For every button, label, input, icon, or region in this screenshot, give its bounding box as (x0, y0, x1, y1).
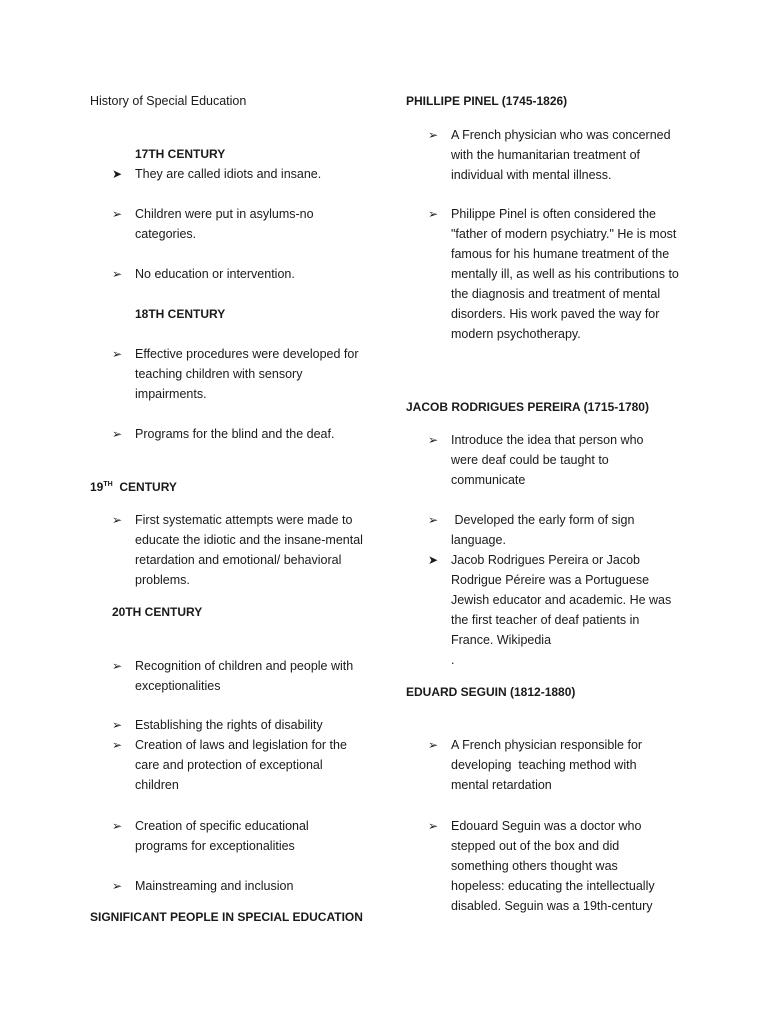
list-item (112, 735, 362, 795)
arrow-bullet-icon: ➢ (112, 819, 123, 833)
heading-phillipe-pinel: PHILLIPE PINEL (1745-1826) (406, 94, 568, 108)
list-item-text: No education or intervention. (135, 267, 295, 281)
arrow-bullet-icon: ➢ (428, 128, 439, 142)
arrow-bullet-icon: ➤ (112, 167, 123, 181)
heading-significant-people: SIGNIFICANT PEOPLE IN SPECIAL EDUCATION (90, 910, 363, 924)
list-item-text: Mainstreaming and inclusion (135, 879, 294, 893)
list-item (112, 656, 372, 696)
list-item-text: Jacob Rodrigues Pereira or Jacob Rodrigue Péreire was a Portuguese Jewish educator and academic. He was the first teacher of deaf patients in France. Wikipedia (451, 553, 672, 647)
list-item (112, 715, 372, 735)
list-item-text: Children were put in asylums-no categories. (135, 207, 314, 241)
heading-19th-century: 19TH CENTURY (90, 480, 177, 494)
heading-20th-century: 20TH CENTURY (112, 605, 203, 619)
list-item (428, 430, 673, 490)
list-item (112, 510, 364, 590)
list-item (428, 735, 668, 795)
heading-jacob-rodrigues-pereira: JACOB RODRIGUES PEREIRA (1715-1780) (406, 400, 649, 414)
list-item (428, 816, 673, 916)
arrow-bullet-icon: ➢ (112, 513, 123, 527)
list-item-text: They are called idiots and insane. (135, 167, 322, 181)
arrow-bullet-icon: ➢ (112, 879, 123, 893)
list-item-text: Introduce the idea that person who were deaf could be taught to communicate (451, 433, 644, 487)
list-item-text: Philippe Pinel is often considered the "father of modern psychiatry." He is most famous for his humane treatment of the mentally ill, as well as his contributions to the diagnosis and treatment of mental disorders. His work paved the way for modern psychotherapy. (451, 207, 679, 341)
arrow-bullet-icon: ➢ (112, 427, 123, 441)
list-item (112, 344, 372, 404)
list-item (112, 424, 372, 444)
list-item-text: Recognition of children and people with exceptionalities (135, 659, 354, 693)
list-item (428, 550, 676, 650)
arrow-bullet-icon: ➢ (112, 718, 123, 732)
list-item-text: Edouard Seguin was a doctor who stepped out of the box and did something others thought was hopeless: educating the intellectually disabled. Seguin was a 19th-century (451, 819, 655, 913)
arrow-bullet-icon: ➢ (428, 433, 439, 447)
arrow-bullet-icon: ➢ (428, 513, 439, 527)
list-item (428, 510, 663, 550)
arrow-bullet-icon: ➢ (112, 659, 123, 673)
list-item-text: A French physician who was concerned with the humanitarian treatment of individual with mental illness. (451, 128, 671, 182)
list-item (112, 816, 352, 856)
arrow-bullet-icon: ➢ (112, 267, 123, 281)
arrow-bullet-icon: ➢ (428, 819, 439, 833)
list-item (428, 125, 678, 185)
arrow-bullet-icon: ➢ (112, 207, 123, 221)
list-item-text: Creation of laws and legislation for the care and protection of exceptional children (135, 738, 347, 792)
list-item-text: Creation of specific educational programs for exceptionalities (135, 819, 309, 853)
list-item-text: A French physician responsible for developing teaching method with mental retardation (451, 738, 646, 792)
heading-17th-century: 17TH CENTURY (135, 147, 226, 161)
arrow-bullet-icon: ➢ (112, 347, 123, 361)
list-item (112, 876, 372, 896)
arrow-bullet-icon: ➢ (112, 738, 123, 752)
list-item-text: First systematic attempts were made to educate the idiotic and the insane-mental retardation and emotional/ behavioral problems. (135, 513, 363, 587)
arrow-bullet-icon: ➤ (428, 553, 439, 567)
heading-eduard-seguin: EDUARD SEGUIN (1812-1880) (406, 685, 576, 699)
list-item (112, 164, 372, 184)
arrow-bullet-icon: ➢ (428, 207, 439, 221)
arrow-bullet-icon: ➢ (428, 738, 439, 752)
list-item-text: Programs for the blind and the deaf. (135, 427, 335, 441)
list-item (112, 204, 342, 244)
list-item-text: Effective procedures were developed for teaching children with sensory impairments. (135, 347, 359, 401)
list-item-text: Establishing the rights of disability (135, 718, 323, 732)
stray-dot: . (451, 653, 455, 667)
list-item-text: Developed the early form of sign language. (451, 513, 638, 547)
heading-18th-century: 18TH CENTURY (135, 307, 226, 321)
list-item (428, 204, 683, 344)
list-item (112, 264, 372, 284)
document-title: History of Special Education (90, 94, 247, 108)
